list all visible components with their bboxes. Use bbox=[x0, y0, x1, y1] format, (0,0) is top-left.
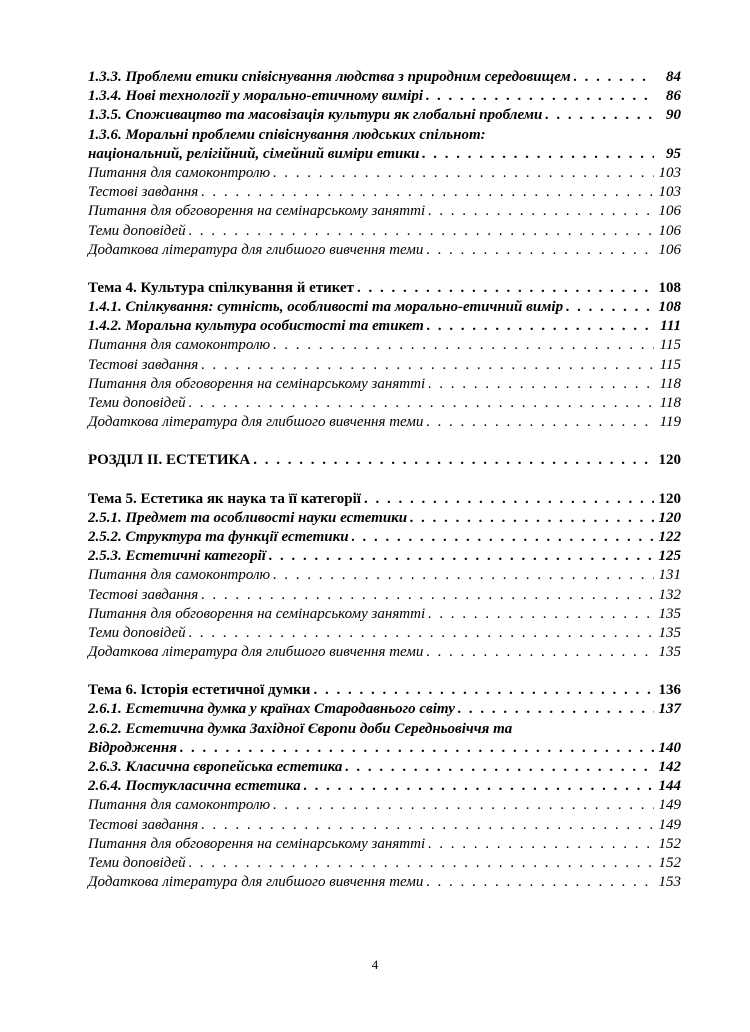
toc-entry-title: 2.5.3. Естетичні категорії bbox=[88, 548, 266, 565]
toc-entry-title: 1.3.5. Споживацтво та масовізація культури як глобальні проблеми bbox=[88, 107, 543, 124]
dot-leader bbox=[201, 586, 654, 605]
toc-entry-page: 144 bbox=[658, 778, 681, 795]
dot-leader bbox=[428, 835, 654, 854]
toc-entry-title: Питання для самоконтролю bbox=[88, 567, 271, 584]
toc-entry-page: 108 bbox=[658, 299, 681, 316]
toc-entry-page: 122 bbox=[658, 528, 681, 545]
dot-leader bbox=[427, 317, 654, 336]
section-spacer bbox=[88, 662, 681, 681]
toc-entry-page: 106 bbox=[658, 203, 681, 220]
toc-entry[interactable] bbox=[88, 643, 681, 662]
toc-entry[interactable] bbox=[88, 183, 681, 202]
dot-leader bbox=[428, 375, 654, 394]
toc-entry-page: 115 bbox=[659, 337, 681, 354]
toc-entry-title: Тестові завдання bbox=[88, 356, 199, 373]
dot-leader bbox=[273, 336, 654, 355]
toc-entry-title: 2.6.3. Класична європейська естетика bbox=[88, 759, 343, 775]
toc-entry-title: Питання для обговорення на семінарському занятті bbox=[88, 375, 426, 392]
dot-leader bbox=[426, 873, 654, 892]
toc-entry-page: 103 bbox=[658, 184, 681, 201]
toc-entry-title: РОЗДІЛ ІІ. ЕСТЕТИКА bbox=[88, 452, 251, 469]
dot-leader bbox=[189, 854, 654, 873]
toc-entry[interactable] bbox=[88, 87, 681, 106]
toc-entry[interactable] bbox=[88, 796, 681, 815]
toc-entry-page: 111 bbox=[660, 318, 681, 335]
page-number: 4 bbox=[371, 957, 379, 972]
toc-entry-title: 2.5.1. Предмет та особливості науки естетики bbox=[88, 509, 408, 526]
toc-entry-page: 108 bbox=[658, 279, 681, 296]
dot-leader bbox=[273, 164, 654, 183]
toc-entry[interactable] bbox=[88, 605, 681, 624]
toc-entry-title: Питання для обговорення на семінарському занятті bbox=[88, 605, 426, 622]
toc-entry[interactable] bbox=[88, 586, 681, 605]
toc-entry-title: 1.3.4. Нові технології у морально-етичному вимірі bbox=[88, 88, 423, 105]
toc-entry-page: 152 bbox=[658, 854, 681, 871]
toc-entry-page: 115 bbox=[659, 356, 681, 373]
toc-entry[interactable] bbox=[88, 854, 681, 873]
toc-entry[interactable] bbox=[88, 68, 681, 87]
toc-entry[interactable] bbox=[88, 222, 681, 241]
toc-entry-page: 106 bbox=[658, 241, 681, 258]
dot-leader bbox=[352, 528, 654, 547]
toc-entry[interactable] bbox=[88, 279, 681, 298]
toc-entry[interactable] bbox=[88, 451, 681, 470]
toc-entry-title: Теми доповідей bbox=[88, 395, 186, 411]
dot-leader bbox=[201, 816, 654, 835]
toc-entry-page: 135 bbox=[658, 605, 681, 622]
dot-leader bbox=[357, 279, 654, 298]
toc-entry-title: 2.6.4. Постукласична естетика bbox=[88, 778, 301, 795]
dot-leader bbox=[345, 758, 654, 777]
toc-entry-title: Питання для самоконтролю bbox=[88, 797, 271, 814]
dot-leader bbox=[189, 222, 654, 241]
toc-entry[interactable] bbox=[88, 375, 681, 394]
toc-entry-title: 2.5.2. Структура та функції естетики bbox=[88, 528, 349, 545]
toc-entry-page: 120 bbox=[658, 452, 681, 469]
toc-entry-title: Питання для самоконтролю bbox=[88, 164, 271, 181]
toc-entry-page: 84 bbox=[666, 69, 681, 85]
toc-entry[interactable] bbox=[88, 816, 681, 835]
toc-entry[interactable] bbox=[88, 394, 681, 413]
toc-entry-page: 120 bbox=[658, 509, 681, 526]
dot-leader bbox=[273, 566, 654, 585]
toc-entry-title: національний, релігійний, сімейний виміри етики bbox=[88, 145, 420, 162]
toc-entry-page: 142 bbox=[658, 759, 681, 775]
toc-entry-page: 103 bbox=[658, 164, 681, 181]
dot-leader bbox=[426, 241, 654, 260]
toc-entry[interactable] bbox=[88, 336, 681, 355]
toc-entry-page: 118 bbox=[659, 375, 681, 392]
toc-entry[interactable] bbox=[88, 873, 681, 892]
toc-entry-page: 90 bbox=[666, 107, 681, 124]
toc-entry[interactable] bbox=[88, 700, 681, 719]
toc-entry[interactable] bbox=[88, 298, 681, 317]
toc-entry[interactable] bbox=[88, 739, 681, 758]
dot-leader bbox=[426, 643, 654, 662]
dot-leader bbox=[313, 681, 654, 700]
toc-entry[interactable] bbox=[88, 624, 681, 643]
toc-entry-title: Тестові завдання bbox=[88, 184, 199, 201]
section-spacer bbox=[88, 471, 681, 490]
toc-entry-title: Відродження bbox=[88, 739, 177, 756]
toc-entry[interactable] bbox=[88, 145, 681, 164]
toc-entry-title: Теми доповідей bbox=[88, 854, 186, 871]
toc-entry[interactable] bbox=[88, 547, 681, 566]
dot-leader bbox=[304, 777, 654, 796]
toc-entry[interactable] bbox=[88, 317, 681, 336]
dot-leader bbox=[269, 547, 654, 566]
toc-entry-page: 120 bbox=[658, 490, 681, 507]
toc-entry-page: 95 bbox=[666, 145, 681, 162]
dot-leader bbox=[180, 739, 654, 758]
toc-entry-page: 132 bbox=[658, 586, 681, 603]
toc-entry-page: 118 bbox=[659, 395, 681, 411]
section-spacer bbox=[88, 432, 681, 451]
toc-entry-page: 106 bbox=[658, 222, 681, 239]
dot-leader bbox=[364, 490, 654, 509]
toc-entry-title: Тема 6. Історія естетичної думки bbox=[88, 682, 311, 699]
toc-entry-first-line: 2.6.2. Естетична думка Західної Європи доби Середньовіччя та bbox=[88, 720, 513, 737]
dot-leader bbox=[426, 87, 654, 106]
toc-entry[interactable] bbox=[88, 681, 681, 700]
dot-leader bbox=[545, 106, 654, 125]
toc-entry[interactable] bbox=[88, 202, 681, 221]
toc-entry-page: 86 bbox=[666, 88, 681, 105]
toc-entry-title: Тестові завдання bbox=[88, 816, 199, 833]
toc-entry-page: 149 bbox=[658, 797, 681, 814]
toc-entry[interactable] bbox=[88, 490, 681, 509]
toc-entry-title: Тема 4. Культура спілкування й етикет bbox=[88, 279, 355, 296]
toc-entry-title: Питання для самоконтролю bbox=[88, 337, 271, 354]
dot-leader bbox=[189, 394, 654, 413]
section-spacer bbox=[88, 260, 681, 279]
toc-entry[interactable] bbox=[88, 241, 681, 260]
toc-entry-page: 131 bbox=[658, 567, 681, 584]
toc-entry[interactable] bbox=[88, 758, 681, 777]
toc-entry-page: 152 bbox=[658, 835, 681, 852]
dot-leader bbox=[189, 624, 654, 643]
toc-entry[interactable] bbox=[88, 413, 681, 432]
toc-entry-page: 140 bbox=[658, 739, 681, 756]
toc-entry-title: Додаткова література для глибшого вивчення теми bbox=[88, 874, 424, 891]
toc-entry[interactable] bbox=[88, 356, 681, 375]
toc-entry-page: 119 bbox=[659, 414, 681, 431]
dot-leader bbox=[574, 68, 654, 87]
dot-leader bbox=[410, 509, 654, 528]
toc-entry-page: 136 bbox=[658, 682, 681, 699]
toc-entry[interactable] bbox=[88, 509, 681, 528]
dot-leader bbox=[458, 700, 654, 719]
dot-leader bbox=[201, 183, 654, 202]
toc-entry-first-line: 1.3.6. Моральні проблеми співіснування людських спільнот: bbox=[88, 126, 486, 143]
toc-entry-title: Теми доповідей bbox=[88, 222, 186, 239]
toc-entry-page: 125 bbox=[658, 548, 681, 565]
toc-entry-page: 135 bbox=[658, 624, 681, 641]
toc-entry-title: 1.4.1. Спілкування: сутність, особливості та морально-етичний вимір bbox=[88, 299, 564, 316]
toc-entry[interactable] bbox=[88, 566, 681, 585]
toc-entry[interactable] bbox=[88, 106, 681, 125]
toc-entry-title: Питання для обговорення на семінарському занятті bbox=[88, 203, 426, 220]
dot-leader bbox=[428, 202, 654, 221]
dot-leader bbox=[428, 605, 654, 624]
toc-entry-page: 137 bbox=[658, 701, 681, 718]
toc-entry[interactable] bbox=[88, 777, 681, 796]
toc-entry-title: Теми доповідей bbox=[88, 624, 186, 641]
toc-entry-title: Додаткова література для глибшого вивчення теми bbox=[88, 241, 424, 258]
dot-leader bbox=[426, 413, 654, 432]
toc-entry-title: Питання для обговорення на семінарському занятті bbox=[88, 835, 426, 852]
toc-entry-title: 1.4.2. Моральна культура особистості та етикет bbox=[88, 318, 424, 335]
dot-leader bbox=[253, 451, 654, 470]
dot-leader bbox=[566, 298, 654, 317]
toc-entry[interactable] bbox=[88, 528, 681, 547]
dot-leader bbox=[201, 356, 654, 375]
toc-entry-title: 1.3.3. Проблеми етики співіснування людства з природним середовищем bbox=[88, 69, 571, 85]
toc-entry[interactable] bbox=[88, 835, 681, 854]
toc-entry-page: 135 bbox=[658, 644, 681, 661]
toc-entry[interactable] bbox=[88, 164, 681, 183]
toc-entry-title: Додаткова література для глибшого вивчення теми bbox=[88, 644, 424, 661]
toc-entry-title: Тема 5. Естетика як наука та її категорії bbox=[88, 490, 361, 507]
toc-entry-page: 153 bbox=[658, 874, 681, 891]
table-of-contents bbox=[88, 68, 681, 892]
dot-leader bbox=[273, 796, 654, 815]
toc-entry-title: 2.6.1. Естетична думка у країнах Стародавнього світу bbox=[88, 701, 455, 718]
toc-entry-title: Тестові завдання bbox=[88, 586, 199, 603]
dot-leader bbox=[422, 145, 654, 164]
toc-entry-page: 149 bbox=[658, 816, 681, 833]
toc-entry-title: Додаткова література для глибшого вивчення теми bbox=[88, 414, 424, 431]
